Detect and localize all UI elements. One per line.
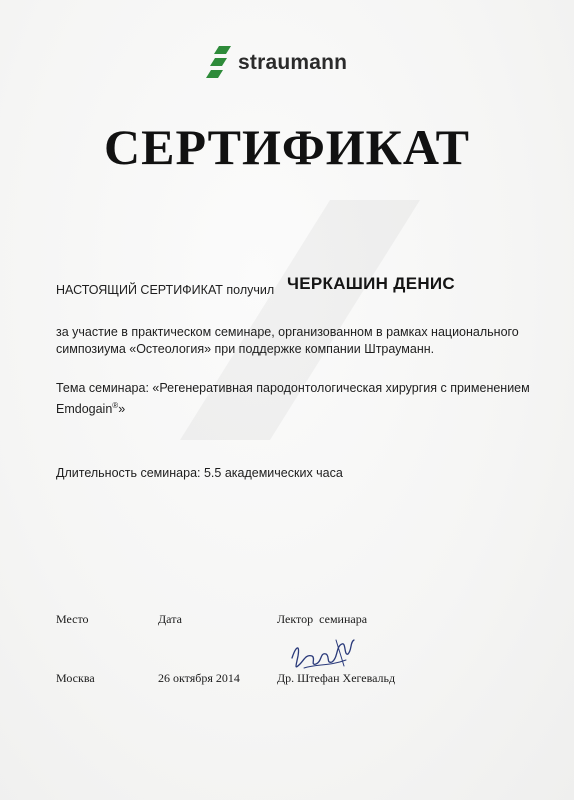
recipient-label: НАСТОЯЩИЙ СЕРТИФИКАТ получил (56, 283, 275, 297)
seminar-duration: Длительность семинара: 5.5 академических часа (56, 466, 343, 480)
lecturer-label: Лектор семинара (277, 612, 368, 626)
recipient-name: ЧЕРКАШИН ДЕНИС (287, 274, 455, 293)
logo-text: straumann (238, 51, 348, 74)
seminar-topic-text: Тема семинара: «Регенеративная пародонтологическая хирургия с применением Emdogain (56, 381, 530, 417)
place-value: Москва (56, 671, 95, 685)
seminar-topic (56, 380, 536, 418)
date-label: Дата (158, 612, 182, 626)
straumann-logo (206, 45, 347, 79)
registered-mark: ® (112, 401, 119, 410)
straumann-watermark-icon (120, 170, 480, 470)
handwritten-signature-icon (286, 636, 358, 674)
date-value: 26 октября 2014 (158, 671, 240, 685)
certificate-title: СЕРТИФИКАТ (103, 119, 470, 175)
place-label: Место (56, 612, 89, 626)
participation-text: за участие в практическом семинаре, организованном в рамках национального симпозиума «Остеология» при поддержке компании Штрауманн. (56, 325, 519, 356)
straumann-logo-mark-icon (206, 45, 232, 79)
seminar-topic-suffix: » (118, 402, 126, 417)
lecturer-name: Др. Штефан Хегевальд (277, 671, 396, 685)
